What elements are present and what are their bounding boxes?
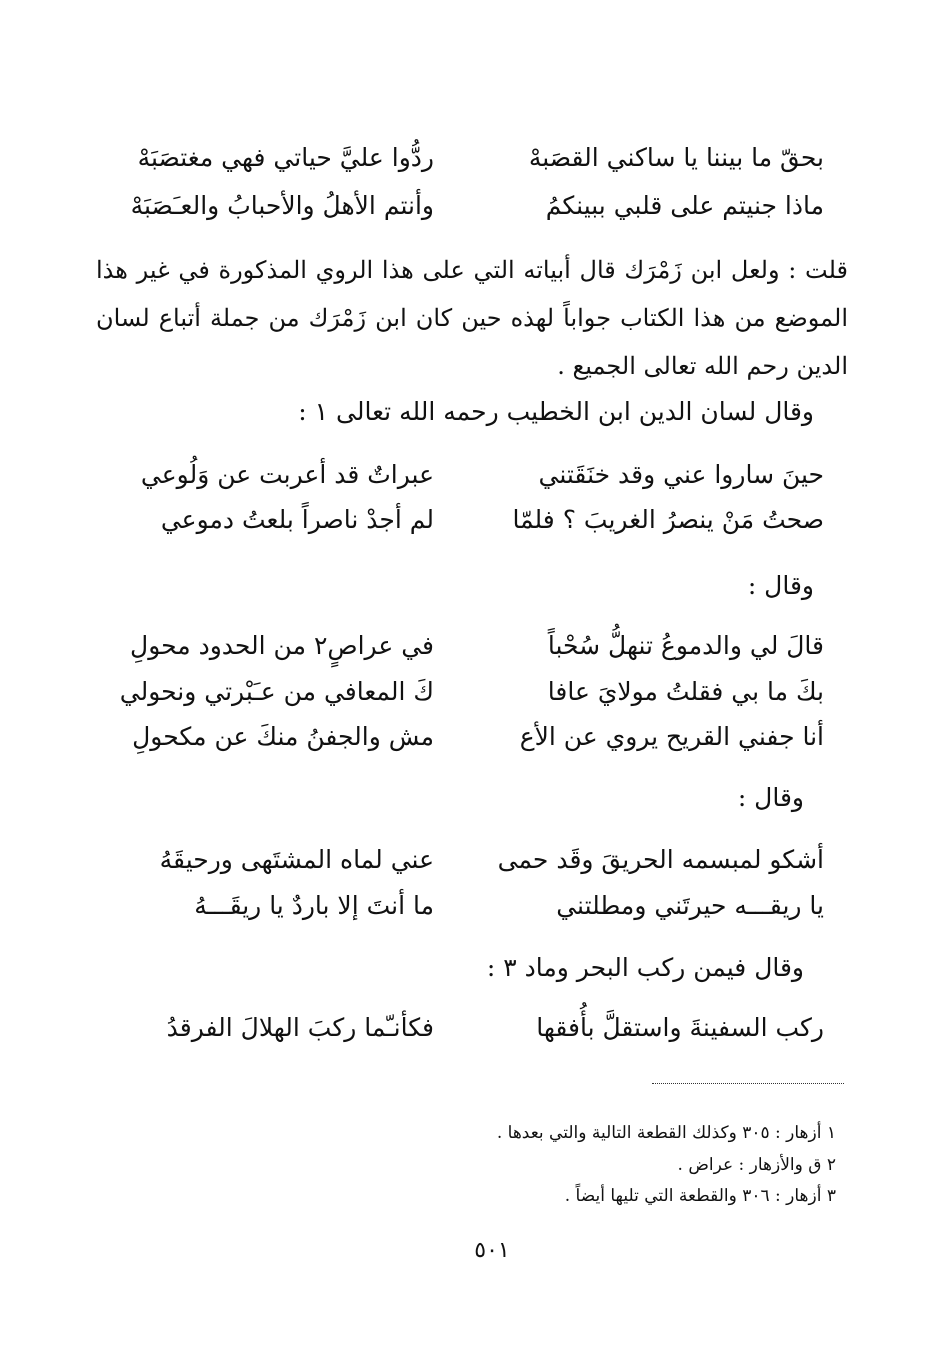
hemistich-first: بكَ ما بي فقلتُ مولايَ عافا: [547, 677, 824, 706]
verse: [124, 455, 824, 495]
hemistich-first: قالَ لي والدموعُ تنهلُّ سُحْباً: [547, 631, 824, 660]
hemistich-first: ركب السفينةَ واستقلَّ بأُفقها: [536, 1013, 824, 1042]
hemistich-first: ماذا جنيتم على قلبي ببينكمُ: [545, 191, 824, 220]
hemistich-second: ردُّوا عليَّ حياتي فهي مغتصَبَهْ: [137, 143, 434, 172]
section-heading: وقال لسان الدين ابن الخطيب رحمه الله تعالى ١ :: [298, 397, 814, 426]
verse: [124, 626, 824, 666]
hemistich-second: عني لماه المشتَهى ورحيقَهُ: [159, 845, 434, 874]
verse: [124, 500, 824, 540]
section-heading: وقال :: [737, 783, 804, 812]
hemistich-second: في عراصٍ٢ من الحدود محولِ: [130, 631, 434, 660]
footnote: ٣ أزهار : ٣٠٦ والقطعة التي تليها أيضاً .: [564, 1186, 836, 1206]
prose-paragraph: قلت : ولعل ابن زَمْرَك قال أبياته التي على هذا الروي المذكورة في غير هذا الموضع من هذا الكتاب جواباً لهذه حين كان ابن زَمْرَك من جملة أتباع لسان الدين رحم الله تعالى الجميع .: [96, 256, 848, 380]
verse: [124, 1008, 824, 1048]
page-number: ٥٠١: [474, 1238, 510, 1263]
hemistich-first: أنا جفني القريح يروي عن الأع: [519, 722, 824, 751]
hemistich-first: بحقّ ما بيننا يا ساكني القصَبهْ: [528, 143, 824, 172]
footnote-separator: [652, 1083, 844, 1084]
verse: [119, 672, 824, 712]
hemistich-first: صحتُ مَنْ ينصرُ الغريبَ ؟ فلمّا: [512, 505, 824, 534]
section-heading: وقال :: [747, 571, 814, 600]
footnote: ٢ ق والأزهار : عراض .: [677, 1155, 836, 1175]
hemistich-second: عبراتٌ قد أعربت عن وَلُوعي: [140, 460, 434, 489]
section-heading: وقال فيمن ركب البحر وماد ٣ :: [486, 953, 804, 982]
verse: [124, 138, 824, 178]
hemistich-second: ما أنتَ إلا باردٌ يا ريقَـــهُ: [194, 891, 434, 920]
verse: [124, 717, 824, 757]
hemistich-second: لم أجدْ ناصراً بلعتُ دموعي: [160, 505, 434, 534]
hemistich-first: يا ريقـــه حيرتَني ومطلتني: [556, 891, 824, 920]
hemistich-first: أشكو لمبسمه الحريقَ وقَد حمى: [497, 845, 824, 874]
hemistich-second: مش والجفنُ منكَ عن مكحولِ: [132, 722, 434, 751]
footnote: ١ أزهار : ٣٠٥ وكذلك القطعة التالية والتي بعدها .: [496, 1123, 836, 1143]
hemistich-second: كَ المعافي من عـَبْرتي ونحولي: [119, 677, 434, 706]
hemistich-second: وأنتم الأهلُ والأحبابُ والعـَصَبَهْ: [130, 191, 434, 220]
verse: [124, 840, 824, 880]
hemistich-second: فكأنـّما ركبَ الهلالَ الفرقدُ: [166, 1013, 434, 1042]
verse: [124, 886, 824, 926]
verse: [124, 186, 824, 226]
hemistich-first: حينَ ساروا عني وقد خنَقَتني: [538, 460, 824, 489]
